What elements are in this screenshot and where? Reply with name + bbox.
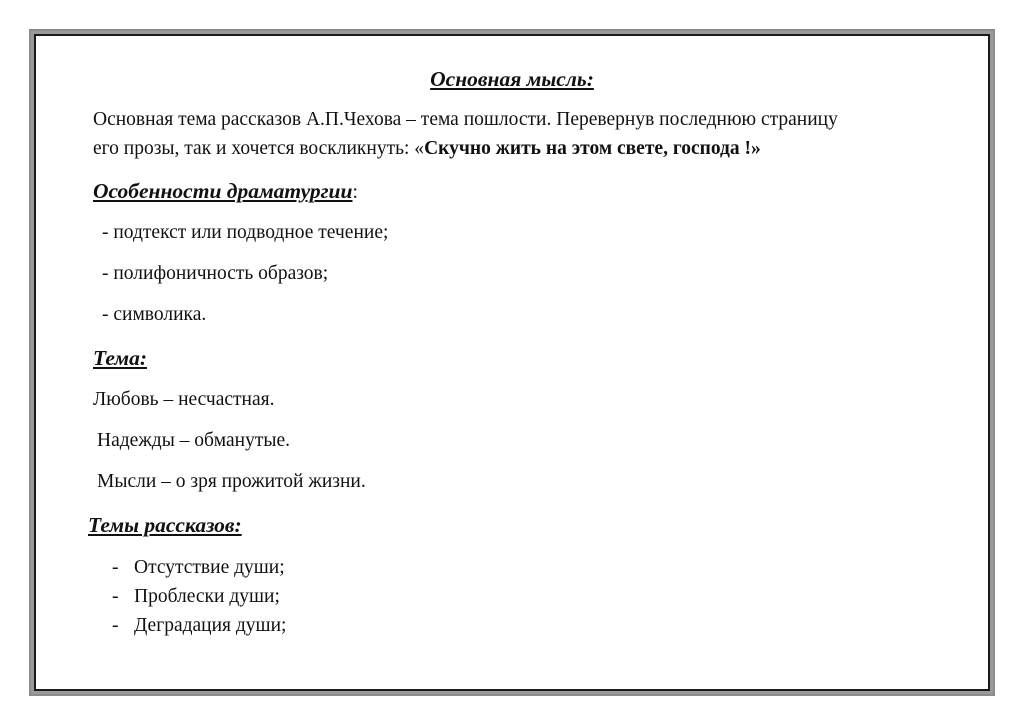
dramaturgy-item: - полифоничность образов; — [102, 263, 329, 284]
story-themes-heading: Темы рассказов: — [88, 513, 242, 537]
slide-frame-outer — [29, 29, 995, 696]
main-idea-text-prefix: его прозы, так и хочется воскликнуть: « — [93, 138, 425, 159]
slide-content — [36, 36, 988, 689]
theme-item: Любовь – несчастная. — [93, 389, 275, 410]
main-idea-text-line-1: Основная тема рассказов А.П.Чехова – тема пошлости. Перевернув последнюю страницу — [93, 109, 838, 130]
theme-item: Надежды – обманутые. — [97, 430, 290, 451]
list-dash: - — [112, 557, 119, 578]
dramaturgy-heading-colon: : — [352, 182, 358, 203]
theme-item: Мысли – о зря прожитой жизни. — [97, 471, 366, 492]
story-theme-item — [112, 556, 285, 580]
dramaturgy-item: - подтекст или подводное течение; — [102, 222, 389, 243]
dramaturgy-heading: Особенности драматургии — [93, 179, 353, 203]
main-idea-heading: Основная мысль: — [430, 67, 594, 91]
main-idea-quote: Скучно жить на этом свете, господа !» — [424, 138, 761, 159]
list-dash: - — [112, 615, 119, 636]
dramaturgy-item: - символика. — [102, 304, 207, 325]
story-theme-label: Деградация души; — [134, 615, 287, 636]
list-dash: - — [112, 586, 119, 607]
story-theme-item — [112, 585, 280, 609]
main-idea-text-line-2 — [93, 137, 761, 161]
story-theme-label: Проблески души; — [134, 586, 280, 607]
theme-heading: Тема: — [93, 346, 148, 370]
slide-frame — [34, 34, 990, 691]
story-theme-label: Отсутствие души; — [134, 557, 285, 578]
story-theme-item — [112, 614, 286, 638]
dramaturgy-heading-line — [93, 179, 358, 205]
